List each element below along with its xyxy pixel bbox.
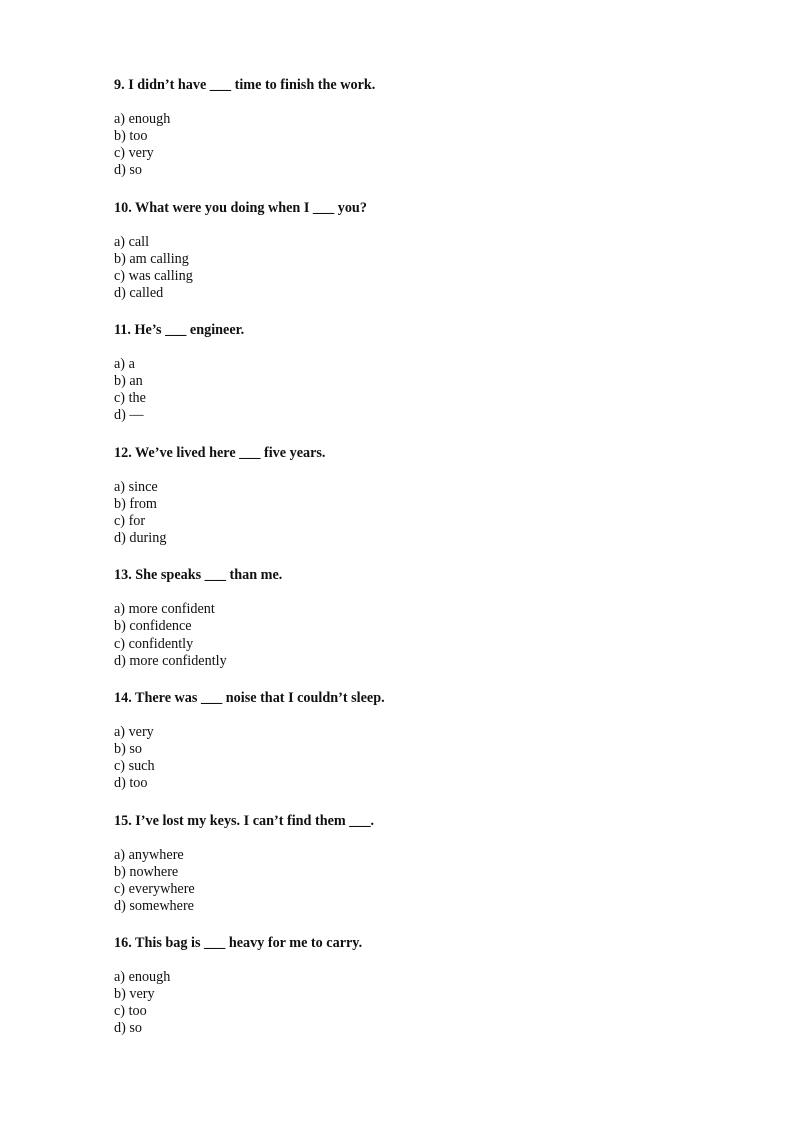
option-d: d) during xyxy=(114,530,167,547)
option-c: c) everywhere xyxy=(114,880,195,897)
question-12 xyxy=(114,443,734,566)
answer-options xyxy=(114,953,734,1037)
question-text: 14. There was ___ noise that I couldn’t sleep. xyxy=(114,689,385,706)
question-text: 13. She speaks ___ than me. xyxy=(114,567,283,584)
worksheet-page xyxy=(114,75,734,1056)
question-16 xyxy=(114,933,734,1056)
answer-options xyxy=(114,340,734,424)
option-b: b) an xyxy=(114,373,143,390)
answer-options xyxy=(114,95,734,179)
option-a: a) enough xyxy=(114,111,171,127)
option-a: a) very xyxy=(114,723,154,740)
option-b: b) am calling xyxy=(114,250,189,267)
question-10 xyxy=(114,198,734,321)
answer-options xyxy=(114,218,734,302)
option-b: b) so xyxy=(114,741,142,758)
option-b: b) confidence xyxy=(114,618,192,635)
answer-options xyxy=(114,585,734,669)
option-b: b) too xyxy=(114,128,148,145)
question-text: 12. We’ve lived here ___ five years. xyxy=(114,444,326,461)
answer-options xyxy=(114,463,734,547)
question-text: 10. What were you doing when I ___ you? xyxy=(114,199,367,216)
option-a: a) anywhere xyxy=(114,846,184,863)
option-c: c) such xyxy=(114,758,155,775)
option-a: a) a xyxy=(114,356,135,373)
option-a: a) enough xyxy=(114,969,171,986)
question-text: 15. I’ve lost my keys. I can’t find them ___. xyxy=(114,812,375,829)
question-text: 16. This bag is ___ heavy for me to carry. xyxy=(114,935,363,952)
option-b: b) from xyxy=(114,495,157,512)
option-d: d) so xyxy=(114,1020,142,1037)
answer-options xyxy=(114,708,734,792)
option-d: d) so xyxy=(114,162,142,179)
question-14 xyxy=(114,688,734,811)
option-a: a) more confident xyxy=(114,601,215,618)
option-c: c) confidently xyxy=(114,635,194,652)
question-11 xyxy=(114,320,734,443)
option-b: b) nowhere xyxy=(114,863,179,880)
question-13 xyxy=(114,565,734,688)
option-b: b) very xyxy=(114,986,155,1003)
option-c: c) very xyxy=(114,145,154,162)
question-9 xyxy=(114,75,734,198)
option-d: d) more confidently xyxy=(114,652,227,669)
option-d: d) — xyxy=(114,407,144,424)
option-d: d) somewhere xyxy=(114,897,194,914)
option-d: d) called xyxy=(114,284,164,301)
option-c: c) for xyxy=(114,512,146,529)
option-d: d) too xyxy=(114,775,148,792)
option-c: c) was calling xyxy=(114,267,193,284)
question-text: 9. I didn’t have ___ time to finish the work. xyxy=(114,77,376,93)
option-c: c) the xyxy=(114,390,146,407)
option-a: a) since xyxy=(114,478,158,495)
option-c: c) too xyxy=(114,1003,147,1020)
question-text: 11. He’s ___ engineer. xyxy=(114,322,245,339)
option-a: a) call xyxy=(114,233,150,250)
answer-options xyxy=(114,831,734,915)
question-15 xyxy=(114,811,734,934)
